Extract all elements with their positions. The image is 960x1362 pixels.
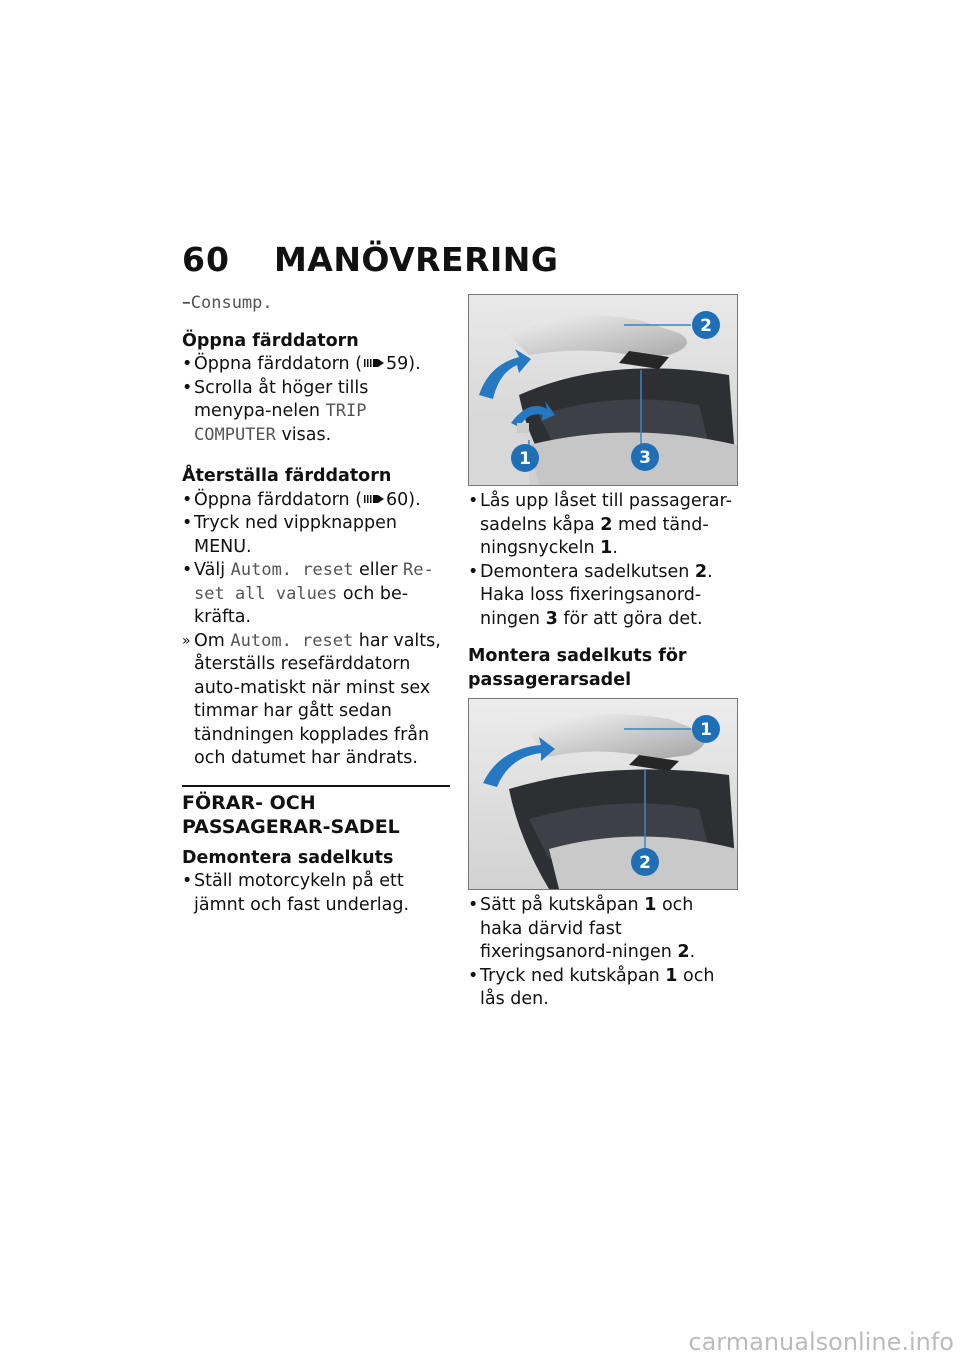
menu-name-trip-computer: TRIP COMPUTER	[194, 401, 367, 445]
list-item: • Öppna färddatorn ( 60).	[182, 489, 450, 513]
page-title: MANÖVRERING	[273, 240, 559, 279]
list-item: • Tryck ned vippknappen MENU.	[182, 512, 450, 559]
figure-callouts	[469, 295, 737, 485]
section-heading-reset-computer: Återställa färddatorn	[182, 466, 392, 486]
dash: –	[182, 293, 191, 313]
figure-install-seat-cover	[468, 698, 738, 890]
list-item: • Tryck ned kutskåpan 1 och lås den.	[468, 965, 738, 1012]
callout-3: 3	[639, 448, 651, 468]
figure-callouts	[469, 699, 737, 889]
left-column	[182, 292, 450, 917]
intro-line	[182, 292, 450, 316]
callout-2: 2	[700, 316, 712, 336]
list-item: • Ställ motorcykeln på ett jämnt och fast underlag.	[182, 870, 450, 917]
section-heading-open-computer: Öppna färddatorn	[182, 330, 359, 351]
callout-1: 1	[519, 449, 531, 469]
callout-2: 2	[639, 853, 651, 873]
list-item: • Scrolla åt höger tills menypa-nelen TRIP COMPUTER visas.	[182, 377, 450, 448]
section-divider	[182, 785, 450, 787]
page-ref-arrow-icon	[363, 492, 385, 506]
list-item: • Demontera sadelkutsen 2.	[468, 561, 738, 585]
right-column	[468, 294, 738, 1012]
section-heading-install-seat: Montera sadelkuts för passagerarsadel	[468, 646, 687, 690]
option-reset-all-values: Re-set all values	[194, 560, 434, 604]
option-autom-reset: Autom. reset	[230, 560, 354, 580]
page-header	[182, 240, 559, 279]
section-heading-remove-seat: Demontera sadelkuts	[182, 847, 394, 868]
page-number: 60	[182, 240, 230, 279]
chapter-heading-saddle: FÖRAR- OCH PASSAGERAR-SADEL	[182, 791, 400, 838]
list-item: • Öppna färddatorn ( 59).	[182, 353, 450, 377]
menu-item-consump: Consump.	[190, 293, 273, 313]
list-item: • Lås upp låset till passagerar-sadelns kåpa 2 med tänd-ningsnyckeln 1.	[468, 490, 738, 561]
page-ref-arrow-icon	[363, 356, 385, 370]
list-item: • Välj Autom. reset eller Re-set all values och be-kräfta.	[182, 559, 450, 630]
figure-remove-seat-cover	[468, 294, 738, 486]
result-item: » Om Autom. reset har valts, återställs resefärddatorn auto-matiskt när minst sex timmar har gått sedan tändningen kopplades från och datumet har ändrats.	[182, 630, 450, 771]
watermark: carmanualsonline.info	[688, 1328, 954, 1356]
callout-1: 1	[700, 720, 712, 740]
instruction-text: Haka loss fixeringsanord-ningen 3 för att göra det.	[480, 585, 703, 629]
list-item: • Sätt på kutskåpan 1 och haka därvid fast fixeringsanord-ningen 2.	[468, 894, 738, 965]
